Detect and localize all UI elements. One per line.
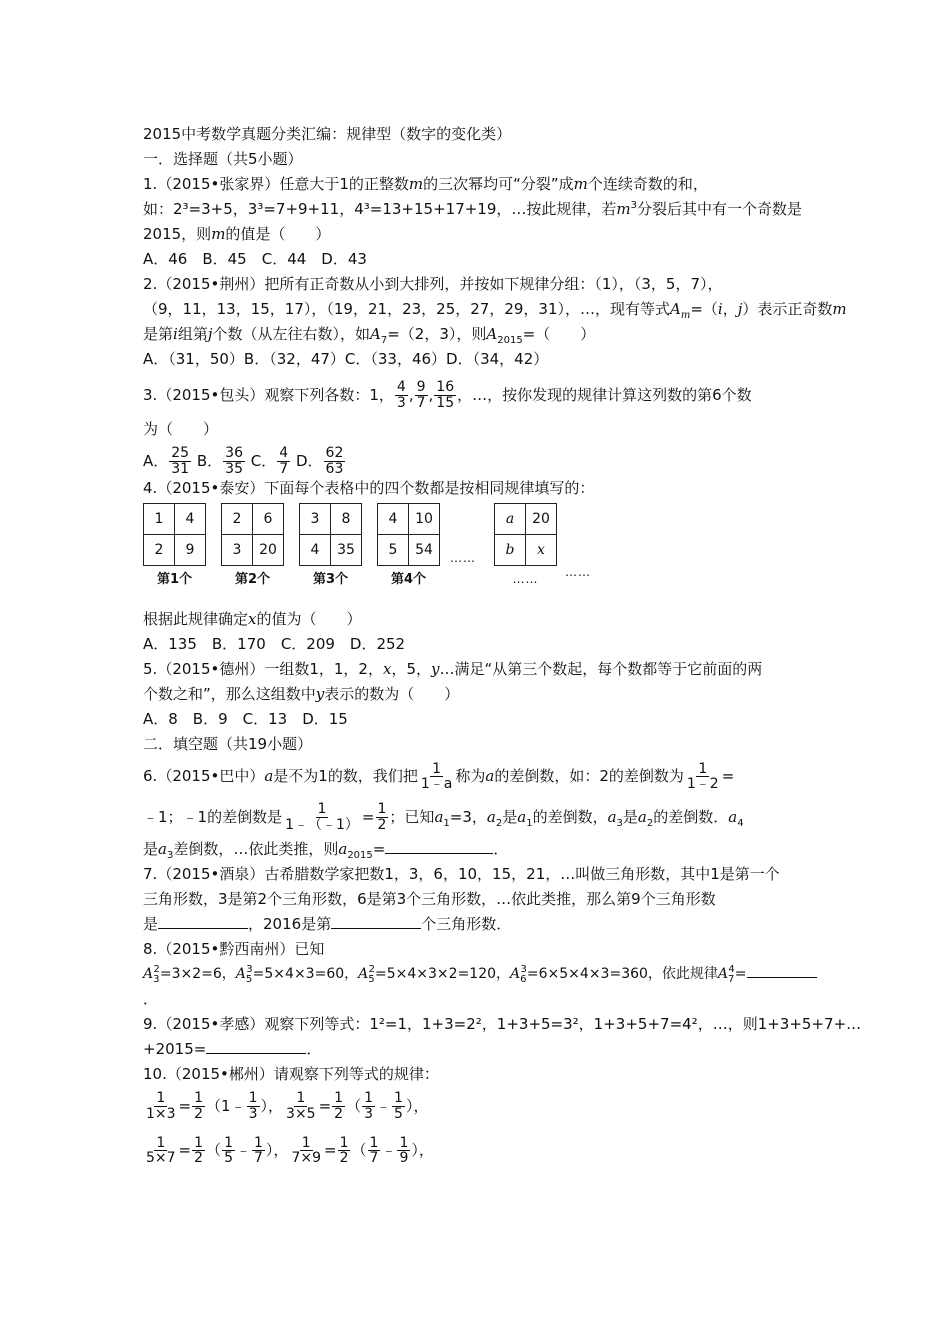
answer-options: A．135 B．170 C．209 D．252 xyxy=(143,635,406,654)
source: （2015•德州） xyxy=(157,660,265,679)
answer-blank xyxy=(747,963,817,978)
question-3: 3.（2015•包头）观察下列各数：1， $\frac{4}{3}$ , $\frac{9}{7}$ , $\frac{16}{15}$ ，…，按你发现的规律计算这列数的第6个数 为（ ） A． $\frac{25}{31}$ B． $\frac{36}{35}$ C． $\frac{4}{7}$ D． $\frac{62}{63}$ xyxy=(143,380,808,476)
question-10: 10.（2015•郴州）请观察下列等式的规律： $\frac{1}{1\times 3}$ = $\frac{1}{2}$ （1﹣ $\frac{1}{3}$ ）， $\frac{1}{3\times 5}$ = $\frac{1}{2}$ （ $\frac{1}{3}$ ﹣ $\frac{1}{5}$ ）， $\frac{1}{5\times 7}$ = $\frac{1}{2}$ （ $\frac{1}{5}$ ﹣ $\frac{1}{7}$ ）， $\frac{1}{7\times 9}$ = $\frac{1}{2}$ （ $\frac{1}{7}$ ﹣ $\frac{1}{9}$ ）， xyxy=(143,1062,808,1166)
fraction: $\frac{9}{7}$ xyxy=(416,379,426,411)
question-6: 6.（2015•巴中）a是不为1的数，我们把 $\frac{1}{1﹣a}$ 称为a的差倒数，如：2的差倒数为 $\frac{1}{1﹣2}$ = ﹣1；﹣1的差倒数是 $\frac{1}{1﹣(﹣1)}$ = $\frac{1}{2}$ ；已知$a_1=3$，$a_2$是$a_1$的差倒数，$a_3$是$a_2$的差倒数．$a_4$ 是$a_3$差倒数，…依此类推，则$a_{2015}=$ ． xyxy=(143,760,744,861)
question-7: 7.（2015•酒泉）古希腊数学家把数1，3，6，10，15，21，…叫做三角形数，其中1是第一个 三角形数，3是第2个三角形数，6是第3个三角形数，…依此类推，那么第9个三角形数 是 ，2016是第 个三角形数． xyxy=(143,864,780,933)
question-4: 4.（2015•泰安）下面每个表格中的四个数都是按相同规律填写的： 1 4 2 9 第1个 2 6 3 20 第2个 3 8 4 35 第3个 4 10 5 54 第4个 …… a 20 b x …… …… 根据此规律确定x的值为（ ） A．135 B．170 C．209 D．252 xyxy=(143,476,808,657)
answer-blank xyxy=(385,839,493,854)
answer-blank xyxy=(158,914,248,929)
grid-n: a 20 b x …… xyxy=(494,503,557,586)
answer-options: A．8 B．9 C．13 D．15 xyxy=(143,710,348,729)
source: （2015•包头） xyxy=(157,386,265,404)
section-2-heading: 二．填空题（共19小题） xyxy=(143,735,313,754)
question-5: 5.（2015•德州）一组数1，1，2，x，5，y…满足“从第三个数起，每个数都等于它前面的两 个数之和”，那么这组数中y表示的数为（ ） A．8 B．9 C．13 D．15 xyxy=(143,657,808,732)
doc-title: 2015中考数学真题分类汇编：规律型（数字的变化类） xyxy=(143,125,512,143)
grid-2: 2 6 3 20 第2个 xyxy=(221,503,284,587)
source: （2015•酒泉） xyxy=(157,864,265,883)
answer-options: A． $\frac{25}{31}$ B． $\frac{36}{35}$ C． $\frac{4}{7}$ D． $\frac{62}{63}$ xyxy=(143,445,344,477)
source: （2015•郴州） xyxy=(166,1064,274,1083)
answer-options: A．46 B．45 C．44 D．43 xyxy=(143,250,367,268)
fraction: $\frac{16}{15}$ xyxy=(436,379,455,411)
ellipsis: …… xyxy=(565,565,591,580)
question-8: 8.（2015•黔西南州）已知 $A_3^2=3\times 2=6$，$A_5^3=5\times 4\times 3=60$，$A_5^2=5\times 4\times 3\times 2=120$，$A_6^3=6\times 5\times 4\times 3=360$，依此规律$A_7^4=$ ． xyxy=(143,937,808,1012)
section-1-heading: 一．选择题（共5小题） xyxy=(143,150,303,168)
answer-blank xyxy=(331,914,421,929)
source: （2015•泰安） xyxy=(157,479,265,498)
question-2: 2.（2015•荆州）把所有正奇数从小到大排列，并按如下规律分组：（1），（3，5，7）， （9，11，13，15，17），（19，21，23，25，27，29，31），…，现有等式$A_m=(i$，j）表示正奇数m 是第i组第j个数（从左往右数），如$A_7=(2$，3），则$A_{2015}=$（ ） A．（31，50）B．（32，47）C．（33，46）D．（34，42） xyxy=(143,272,808,372)
grid-1: 1 4 2 9 第1个 xyxy=(143,503,206,587)
source: （2015•黔西南州） xyxy=(157,939,295,958)
number-grids-figure xyxy=(143,503,808,603)
equation-row-2: $\frac{1}{5\times 7}$ = $\frac{1}{2}$ （ $\frac{1}{5}$ ﹣ $\frac{1}{7}$ ）， $\frac{1}{7\times 9}$ = $\frac{1}{2}$ （ $\frac{1}{7}$ ﹣ $\frac{1}{9}$ ）， xyxy=(146,1134,434,1167)
answer-options: A．（31，50）B．（32，47）C．（33，46）D．（34，42） xyxy=(143,350,549,368)
source: （2015•荆州） xyxy=(157,275,265,293)
source: （2015•孝感） xyxy=(157,1014,265,1033)
document-page xyxy=(143,122,862,1167)
answer-blank xyxy=(206,1039,306,1054)
fraction: $\frac{4}{3}$ xyxy=(396,379,406,411)
question-9: 9.（2015•孝感）观察下列等式：1²=1，1+3=2²，1+3+5=3²，1+3+5+7=4²，…，则1+3+5+7+… +2015= ． xyxy=(143,1014,862,1058)
grid-3: 3 8 4 35 第3个 xyxy=(299,503,362,587)
grid-4: 4 10 5 54 第4个 xyxy=(377,503,440,587)
question-1: 1.（2015•张家界）任意大于1的正整数m的三次幂均可“分裂”成m个连续奇数的和， 如：2³=3+5，3³=7+9+11，4³=13+15+17+19，…按此规律，若$m^3$分裂后其中有一个奇数是 2015，则m的值是（ ） A．46 B．45 C．44 D．43 xyxy=(143,172,808,272)
ellipsis: …… xyxy=(450,551,476,566)
source: （2015•张家界） xyxy=(157,175,280,193)
equation-row-1: $\frac{1}{1\times 3}$ = $\frac{1}{2}$ （1﹣ $\frac{1}{3}$ ）， $\frac{1}{3\times 5}$ = $\frac{1}{2}$ （ $\frac{1}{3}$ ﹣ $\frac{1}{5}$ ）， xyxy=(146,1090,429,1122)
source: （2015•巴中） xyxy=(157,767,265,786)
